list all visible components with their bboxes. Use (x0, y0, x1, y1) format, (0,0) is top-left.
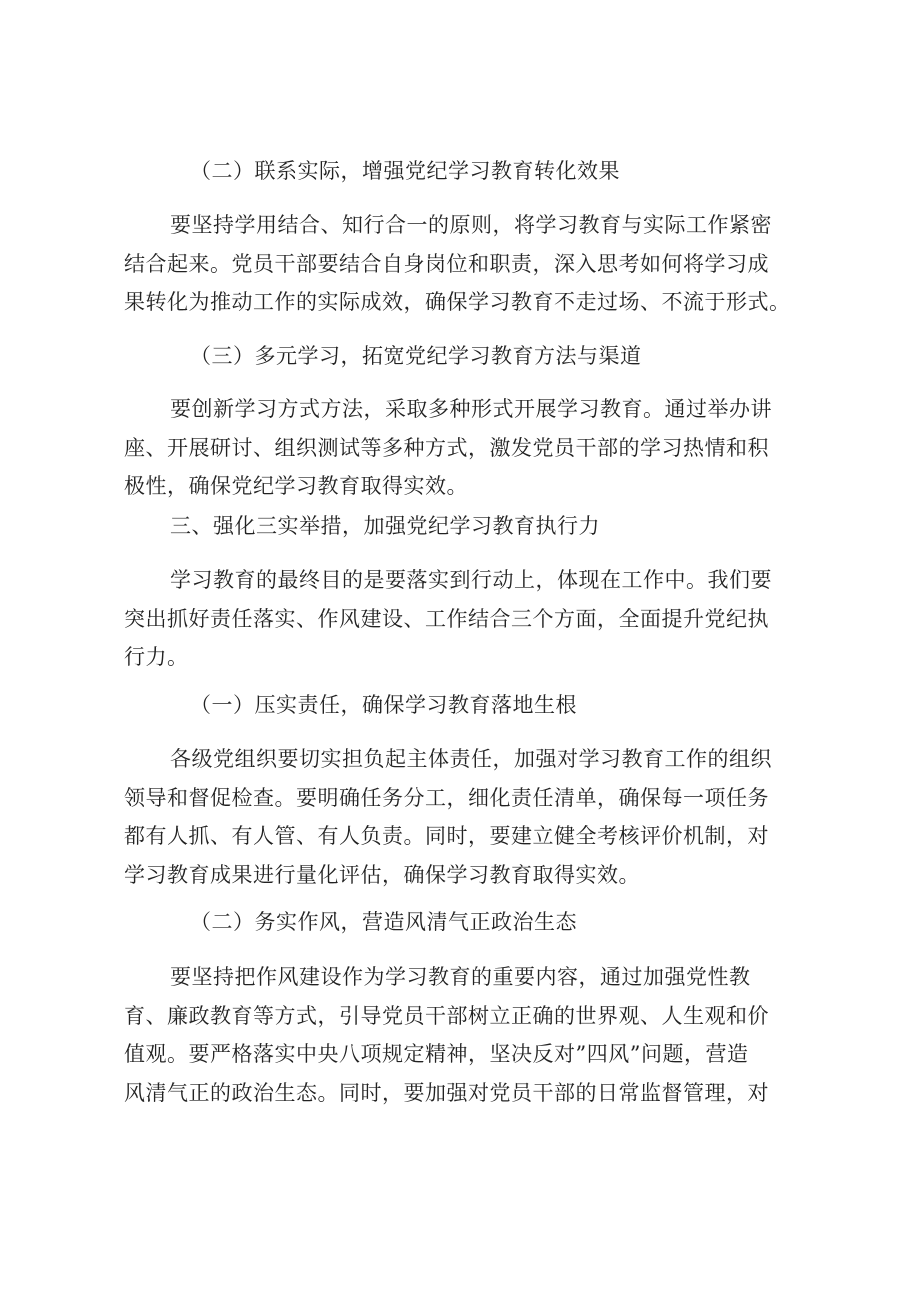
section-heading-3 (170, 507, 730, 546)
paragraph-line: 要坚持学用结合、知行合一的原则，将学习教育与实际工作紧密 (170, 213, 772, 237)
paragraph-2-2 (124, 206, 814, 322)
paragraph-line: 学习教育成果进行量化评估，确保学习教育取得实效。 (124, 862, 640, 887)
heading-text: （一）压实责任，确保学习教育落地生根 (190, 693, 577, 717)
paragraph-line: 都有人抓、有人管、有人负责。同时，要建立健全考核评价机制，对 (124, 824, 769, 848)
paragraph-line: 极性，确保党纪学习教育取得实效。 (124, 474, 468, 498)
heading-text: （三）多元学习，拓宽党纪学习教育方法与渠道 (190, 344, 642, 368)
section-heading-2-3 (190, 337, 750, 376)
paragraph-3-1 (124, 740, 814, 894)
paragraph-line: 突出抓好责任落实、作风建设、工作结合三个方面，全面提升党纪执 (124, 606, 769, 631)
paragraph-2-3 (124, 390, 814, 506)
paragraph-line: 学习教育的最终目的是要落实到行动上，体现在工作中。我们要 (170, 568, 772, 592)
paragraph-line: 值观。要严格落实中央八项规定精神，坚决反对”四风”问题，营造 (124, 1042, 749, 1066)
paragraph-line: 领导和督促检查。要明确任务分工，细化责任清单，确保每一项任务 (124, 785, 769, 810)
heading-text: （二）务实作风，营造风清气正政治生态 (190, 910, 577, 934)
paragraph-line: 行力。 (124, 645, 189, 669)
paragraph-line: 结合起来。党员干部要结合自身岗位和职责，深入思考如何将学习成 (124, 251, 769, 276)
paragraph-line: 各级党组织要切实担负起主体责任，加强对学习教育工作的组织 (170, 747, 772, 771)
paragraph-3-2 (124, 958, 814, 1112)
heading-text: （二）联系实际，增强党纪学习教育转化效果 (190, 159, 620, 183)
heading-text: 三、强化三实举措，加强党纪学习教育执行力 (170, 514, 600, 538)
paragraph-line: 风清气正的政治生态。同时，要加强对党员干部的日常监督管理，对 (124, 1080, 769, 1105)
section-heading-2-2 (190, 152, 750, 191)
paragraph-line: 要创新学习方式方法，采取多种形式开展学习教育。通过举办讲 (170, 397, 772, 421)
paragraph-line: 育、廉政教育等方式，引导党员干部树立正确的世界观、人生观和价 (124, 1003, 769, 1028)
paragraph-line: 要坚持把作风建设作为学习教育的重要内容，通过加强党性教 (170, 965, 751, 989)
section-heading-3-2 (190, 903, 750, 942)
paragraph-3 (124, 561, 814, 677)
paragraph-line: 座、开展研讨、组织测试等多种方式，激发党员干部的学习热情和积 (124, 435, 769, 460)
paragraph-line: 果转化为推动工作的实际成效，确保学习教育不走过场、不流于形式。 (124, 290, 791, 314)
section-heading-3-1 (190, 686, 750, 725)
